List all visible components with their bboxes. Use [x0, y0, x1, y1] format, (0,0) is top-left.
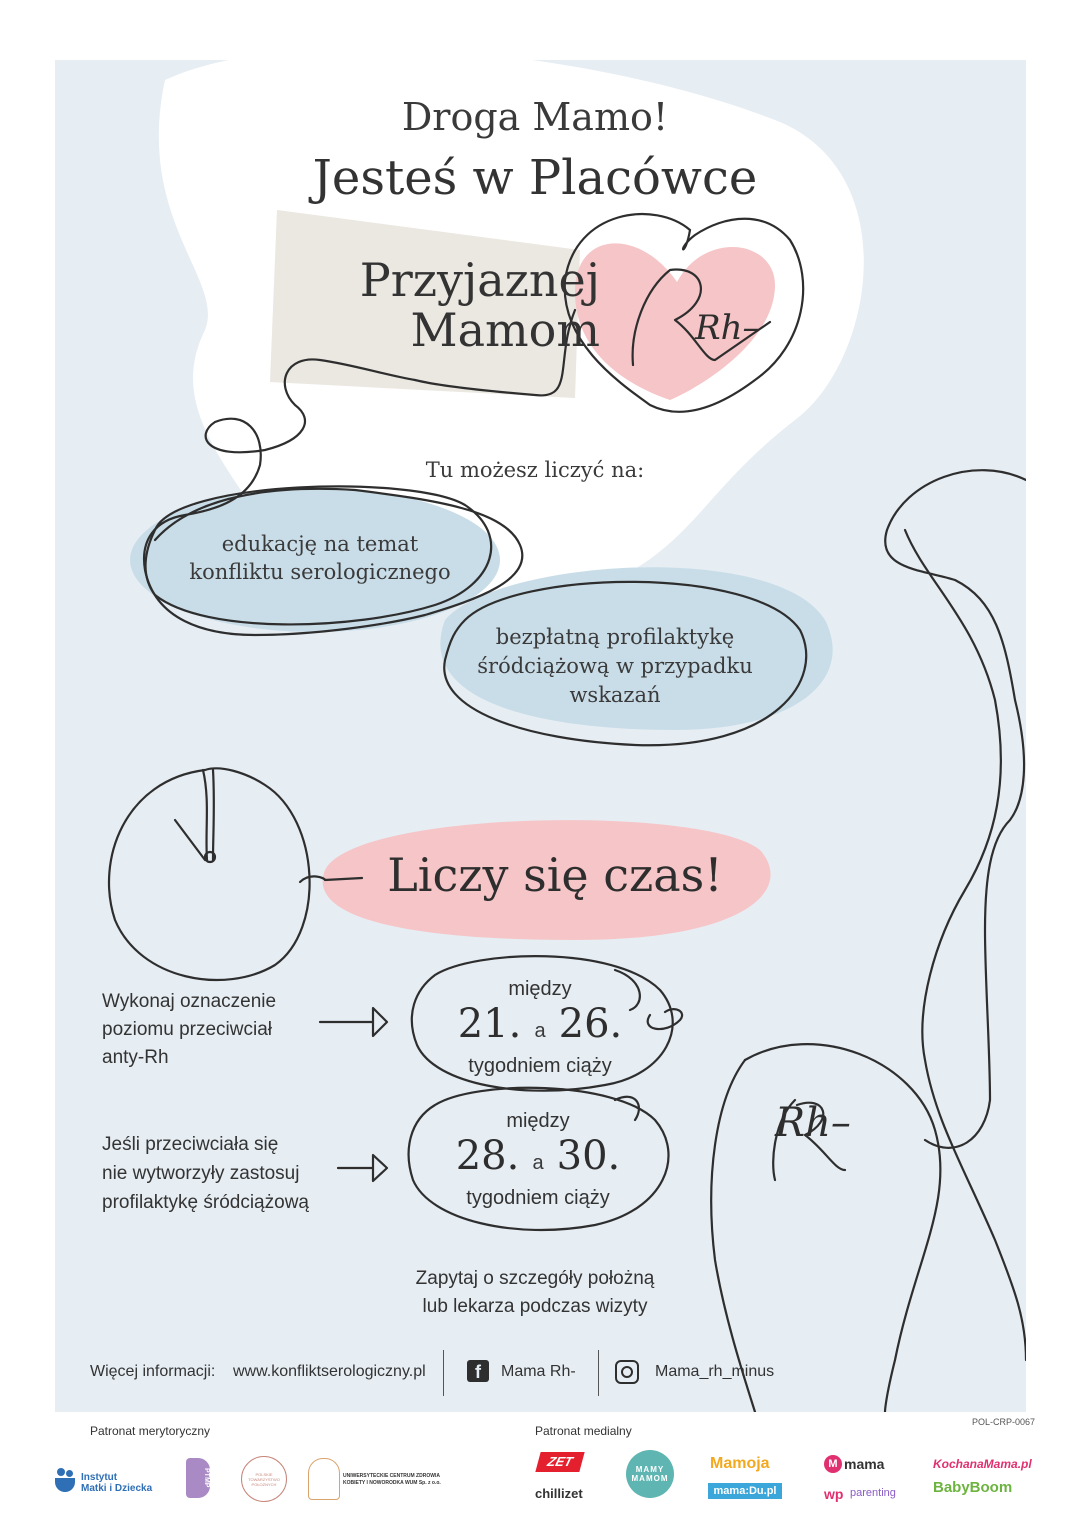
page-title: Jesteś w Placówce — [312, 150, 758, 206]
heart-rh-mark: Rh– — [695, 308, 760, 348]
imid-logo — [81, 1472, 152, 1494]
greeting: Droga Mamo! — [401, 95, 669, 139]
ucz-logo — [343, 1473, 441, 1487]
benefit-prophylaxis-line2: śródciążową w przypadku — [477, 654, 753, 678]
footer-divider-1 — [443, 1350, 444, 1396]
footer-divider-2 — [598, 1350, 599, 1396]
ask-line1: Zapytaj o szczegóły położną — [415, 1268, 655, 1289]
silhouette-front — [905, 530, 1026, 1360]
mjakmama-icon: M — [824, 1455, 842, 1473]
instagram-link[interactable]: Mama_rh_minus — [655, 1363, 775, 1380]
mamadu-logo: mama:Du.pl — [708, 1483, 782, 1499]
step1-between: między — [508, 978, 572, 1000]
imid-logo-line2: Matki i Dziecka — [81, 1483, 153, 1494]
step2-text-line1: Jeśli przeciwciała się — [102, 1134, 279, 1155]
silhouette-back — [885, 470, 1026, 1148]
step1-week-to: 26. — [558, 1001, 623, 1047]
step2-between: między — [506, 1110, 570, 1132]
step2-week-from: 28. — [455, 1133, 520, 1179]
step1-text — [102, 988, 332, 1072]
instagram-icon[interactable] — [615, 1360, 639, 1384]
title-line-2 — [300, 255, 600, 355]
ptmp-logo: PTMP — [186, 1458, 210, 1498]
ucz-logo-line2: KOBIETY I NOWORODKA WUM Sp. z o.o. — [343, 1480, 441, 1486]
imid-logo-icon — [55, 1468, 77, 1494]
step2-and: a — [532, 1152, 544, 1174]
clock-face — [109, 768, 310, 980]
benefit-education-line2: konfliktu serologicznego — [189, 560, 451, 584]
mamy-mamom-logo: MAMY MAMOM — [626, 1450, 674, 1498]
mamoja-logo: Mamoja — [710, 1455, 770, 1472]
step1-unit: tygodniem ciąży — [468, 1055, 612, 1077]
step1-weeks — [415, 978, 665, 1078]
poster — [55, 60, 1026, 1412]
title-przyjaznej: Przyjaznej — [359, 253, 600, 307]
step1-and: a — [534, 1020, 546, 1042]
step2-text — [102, 1130, 362, 1217]
kochanamama-logo: KochanaMama.pl — [933, 1457, 1032, 1471]
ptp-logo: POLSKIE TOWARZYSTWO POŁOŻNYCH — [241, 1456, 287, 1502]
more-info-label: Więcej informacji: — [90, 1363, 216, 1380]
clock-hand-short — [175, 820, 205, 860]
title-mamom: Mamom — [410, 303, 600, 357]
ucz-logo-line1: UNIWERSYTECKIE CENTRUM ZDROWIA — [343, 1473, 440, 1479]
facebook-link[interactable]: Mama Rh- — [501, 1363, 576, 1380]
document-code: POL-CRP-0067 — [972, 1417, 1036, 1427]
figure-rh-mark: Rh– — [775, 1100, 851, 1146]
time-headline: Liczy się czas! — [387, 848, 723, 902]
silhouette-leg — [711, 1060, 755, 1412]
benefit-prophylaxis-line1: bezpłatną profilaktykę — [495, 625, 735, 649]
wp-icon: wp — [824, 1486, 844, 1502]
benefits-intro: Tu możesz liczyć na: — [425, 458, 645, 482]
step2-text-line2: nie wytworzyły zastosuj — [102, 1163, 300, 1184]
ask-text — [375, 1265, 695, 1321]
zet-logo: ZET — [535, 1452, 584, 1472]
step1-text-line2: poziomu przeciwciał — [102, 1019, 273, 1040]
benefit-education — [175, 530, 465, 586]
step1-text-line3: anty-Rh — [102, 1047, 169, 1068]
step1-week-from: 21. — [457, 1001, 522, 1047]
wp-parenting-logo: parenting — [850, 1487, 896, 1499]
benefit-education-line1: edukację na temat — [221, 532, 419, 556]
mjakmama-logo: mama — [844, 1456, 885, 1472]
website-link[interactable]: www.konfliktserologiczny.pl — [233, 1363, 426, 1380]
patronage-content-label: Patronat merytoryczny — [90, 1424, 211, 1438]
ask-line2: lub lekarza podczas wizyty — [422, 1296, 648, 1317]
step2-unit: tygodniem ciąży — [466, 1187, 610, 1209]
step2-weeks — [413, 1110, 663, 1210]
benefit-prophylaxis — [455, 623, 775, 710]
benefit-prophylaxis-line3: wskazań — [569, 683, 661, 707]
chillizet-logo: chillizet — [535, 1486, 583, 1501]
facebook-icon[interactable]: f — [467, 1360, 489, 1382]
patronage-media-label: Patronat medialny — [535, 1424, 632, 1438]
step2-text-line3: profilaktykę śródciążową — [102, 1192, 309, 1213]
ucz-logo-figure — [308, 1458, 340, 1500]
imid-logo-line1: Instytut — [81, 1472, 118, 1483]
clock-hand-long — [203, 770, 214, 860]
step1-text-line1: Wykonaj oznaczenie — [102, 991, 277, 1012]
babyboom-logo: BabyBoom — [933, 1479, 1013, 1496]
step2-week-to: 30. — [556, 1133, 621, 1179]
